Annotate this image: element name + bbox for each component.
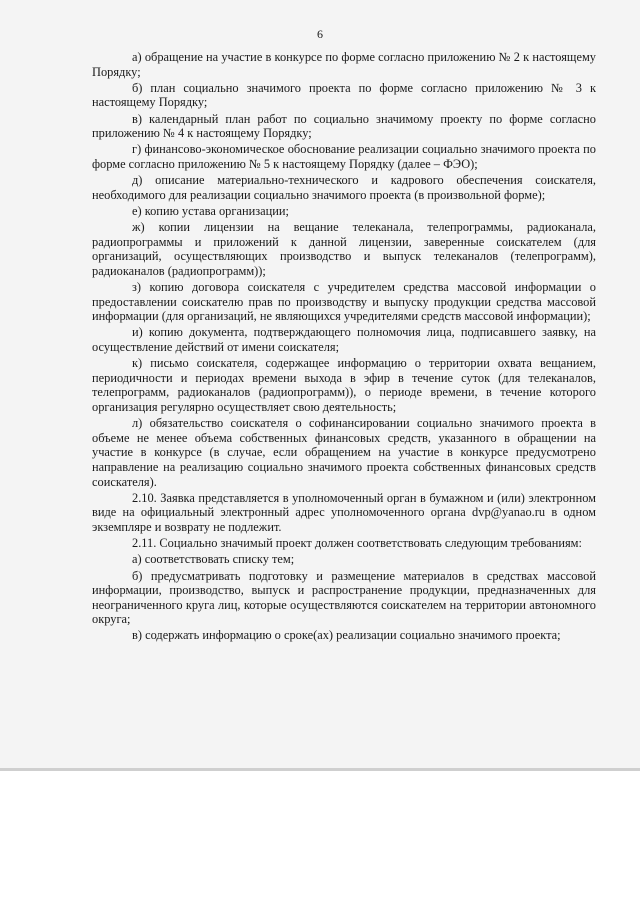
list-item-d: д) описание материально-технического и кадрового обеспечения соискателя, необходимого для реализации социально значимого проекта (в произвольной форме); xyxy=(92,173,596,202)
section-2-11: 2.11. Социально значимый проект должен соответствовать следующим требованиям: xyxy=(132,536,582,551)
section-2-10: 2.10. Заявка представляется в уполномоченный орган в бумажном и (или) электронном виде на официальный электронный адрес уполномоченного органа dvp@yanao.ru в одном экземпляре и возврату не подлежит. xyxy=(92,490,596,534)
list-item-zh: ж) копии лицензии на вещание телеканала, телепрограммы, радиоканала, радиопрограммы и приложений к данной лицензии, заверенные соискателем (для организаций, осуществляющих производство и выпуск телеканалов (телепрограмм), радиоканалов (радиопрограмм)); xyxy=(92,220,596,278)
list-item-z: з) копию договора соискателя с учредителем средства массовой информации о предоставлении соискателю прав по производству и выпуску продукции средства массовой информации (для организаций, не являющихся учредителями средств массовой информации); xyxy=(92,280,596,324)
page-bottom-edge xyxy=(0,768,640,771)
requirement-a: а) соответствовать списку тем; xyxy=(132,552,295,567)
document-body xyxy=(92,50,596,645)
list-item-l: л) обязательство соискателя о софинансировании социально значимого проекта в объеме не менее объема собственных финансовых средств, указанного в обращении на участие в конкурсе (в случае, если обращением на участие в конкурсе предусмотрено направление на реализацию социально значимого проекта собственных финансовых средств соискателя). xyxy=(92,416,596,489)
requirement-v: в) содержать информацию о сроке(ах) реализации социально значимого проекта; xyxy=(132,628,561,643)
page-number: 6 xyxy=(317,27,323,41)
list-item-k: к) письмо соискателя, содержащее информацию о территории охвата вещанием, периодичности и периодах времени выхода в эфир в течение суток (для телеканалов, телепрограмм, радиоканалов (радиопрограмм)), о периоде времени, в течение которого организация регулярно осуществляет свою деятельность; xyxy=(92,356,596,414)
list-item-v: в) календарный план работ по социально значимому проекту по форме согласно приложению № 4 к настоящему Порядку; xyxy=(92,111,596,141)
requirement-b: б) предусматривать подготовку и размещение материалов в средствах массовой информации, производство, выпуск и распространение продукции, предназначенных для неограниченного круга лиц, которые осуществляются соискателем на территории автономного округа; xyxy=(92,568,596,627)
list-item-i: и) копию документа, подтверждающего полномочия лица, подписавшего заявку, на осуществление действий от имени соискателя; xyxy=(92,325,596,355)
list-item-e: е) копию устава организации; xyxy=(132,203,289,218)
list-item-g: г) финансово-экономическое обоснование реализации социально значимого проекта по форме согласно приложению № 5 к настоящему Порядку (далее – ФЭО); xyxy=(92,142,596,171)
list-item-a: а) обращение на участие в конкурсе по форме согласно приложению № 2 к настоящему Порядку; xyxy=(92,50,596,79)
list-item-b: б) план социально значимого проекта по форме согласно приложению № 3 к настоящему Порядку; xyxy=(92,80,596,110)
